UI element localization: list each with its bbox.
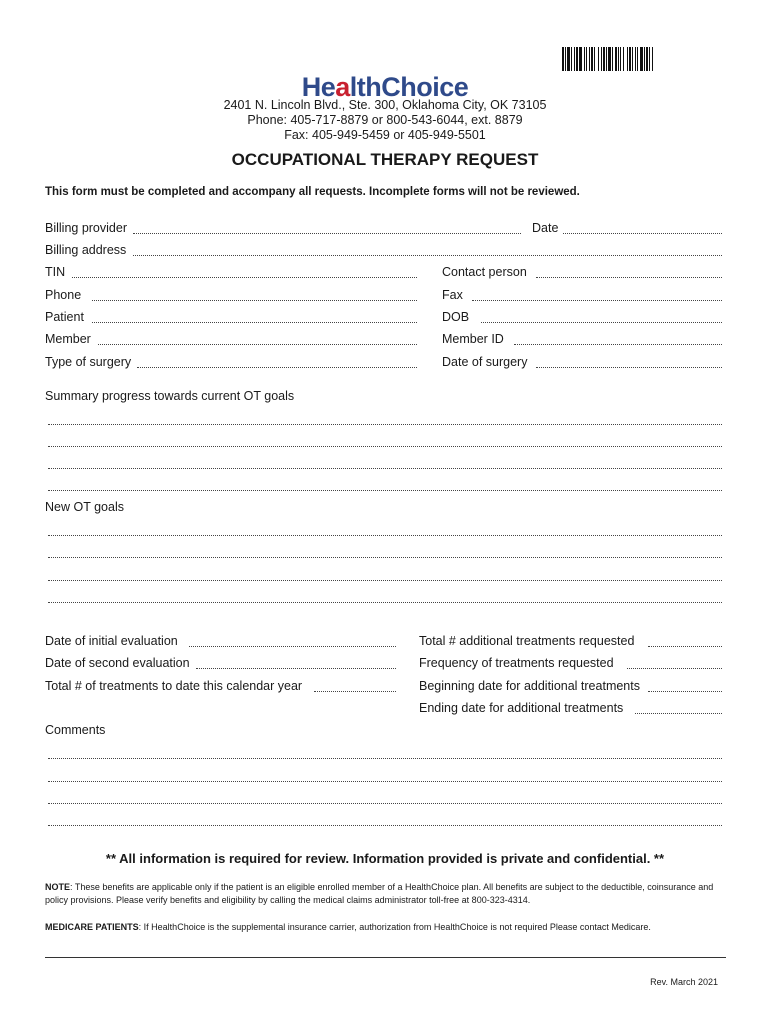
billing-address-label: Billing address: [45, 243, 127, 257]
type-of-surgery-label: Type of surgery: [45, 355, 132, 369]
address-line: 2401 N. Lincoln Blvd., Ste. 300, Oklahoma City, OK 73105: [223, 98, 547, 112]
comments-line-4[interactable]: [48, 825, 722, 826]
comments-line-1[interactable]: [48, 758, 722, 759]
phone-line: Phone: 405-717-8879 or 800-543-6044, ext. 8879: [247, 113, 523, 127]
form-instruction: This form must be completed and accompany all requests. Incomplete forms will not be reviewed.: [45, 186, 580, 198]
tin-field[interactable]: [72, 277, 417, 278]
date-label: Date: [532, 221, 559, 235]
goals-line-3[interactable]: [48, 580, 722, 581]
total-additional-treatments-label: Total # additional treatments requested: [419, 634, 635, 648]
summary-line-4[interactable]: [48, 490, 722, 491]
date-initial-evaluation-label: Date of initial evaluation: [45, 634, 178, 648]
patient-label: Patient: [45, 310, 84, 324]
summary-progress-label: Summary progress towards current OT goals: [45, 389, 295, 403]
member-id-field[interactable]: [514, 344, 722, 345]
fax-label: Fax: [442, 288, 463, 302]
date-of-surgery-label: Date of surgery: [442, 355, 528, 369]
confidentiality-notice: ** All information is required for review. Information provided is private and confidential. **: [105, 851, 665, 866]
date-second-evaluation-field[interactable]: [196, 668, 396, 669]
beginning-date-field[interactable]: [648, 691, 722, 692]
ending-date-label: Ending date for additional treatments: [419, 701, 624, 715]
barcode: [562, 47, 706, 71]
goals-line-4[interactable]: [48, 602, 722, 603]
comments-line-2[interactable]: [48, 781, 722, 782]
fax-line: Fax: 405-949-5459 or 405-949-5501: [284, 128, 486, 142]
phone-label: Phone: [45, 288, 82, 302]
dob-label: DOB: [442, 310, 470, 324]
comments-line-3[interactable]: [48, 803, 722, 804]
date-initial-evaluation-field[interactable]: [189, 646, 396, 647]
new-ot-goals-label: New OT goals: [45, 500, 124, 514]
frequency-label: Frequency of treatments requested: [419, 656, 614, 670]
dob-field[interactable]: [481, 322, 722, 323]
beginning-date-label: Beginning date for additional treatments: [419, 679, 640, 693]
benefits-note: NOTE: These benefits are applicable only if the patient is an eligible enrolled member of a HealthChoice plan. All benefits are subject to the deductible, coinsurance and policy provisions. Please verify benefits and eligibility by calling the medical claims administrator toll-free at 800-323-4314.: [45, 882, 714, 905]
comments-label: Comments: [45, 723, 106, 737]
date-of-surgery-field[interactable]: [536, 367, 722, 368]
summary-line-2[interactable]: [48, 446, 722, 447]
summary-line-1[interactable]: [48, 424, 722, 425]
phone-field[interactable]: [92, 300, 417, 301]
total-treatments-label: Total # of treatments to date this calendar year: [45, 679, 303, 693]
patient-field[interactable]: [92, 322, 417, 323]
contact-person-field[interactable]: [536, 277, 722, 278]
tin-label: TIN: [45, 265, 66, 279]
goals-line-2[interactable]: [48, 557, 722, 558]
date-second-evaluation-label: Date of second evaluation: [45, 656, 190, 670]
frequency-field[interactable]: [627, 668, 722, 669]
type-of-surgery-field[interactable]: [137, 367, 417, 368]
contact-person-label: Contact person: [442, 265, 527, 279]
footer-divider: [45, 957, 726, 958]
healthchoice-logo: HealthChoice: [301, 72, 469, 102]
form-title: OCCUPATIONAL THERAPY REQUEST: [231, 150, 539, 169]
billing-provider-field[interactable]: [133, 233, 521, 234]
billing-address-field[interactable]: [133, 255, 722, 256]
medicare-note: MEDICARE PATIENTS: If HealthChoice is the supplemental insurance carrier, authorization from HealthChoice is not required Please contact Medicare.: [45, 922, 651, 932]
member-label: Member: [45, 332, 91, 346]
ending-date-field[interactable]: [635, 713, 722, 714]
date-field[interactable]: [563, 233, 722, 234]
member-field[interactable]: [98, 344, 417, 345]
total-treatments-field[interactable]: [314, 691, 396, 692]
billing-provider-label: Billing provider: [45, 221, 127, 235]
fax-field[interactable]: [472, 300, 722, 301]
member-id-label: Member ID: [442, 332, 504, 346]
summary-line-3[interactable]: [48, 468, 722, 469]
revision-date: Rev. March 2021: [650, 977, 718, 987]
goals-line-1[interactable]: [48, 535, 722, 536]
total-additional-treatments-field[interactable]: [648, 646, 722, 647]
